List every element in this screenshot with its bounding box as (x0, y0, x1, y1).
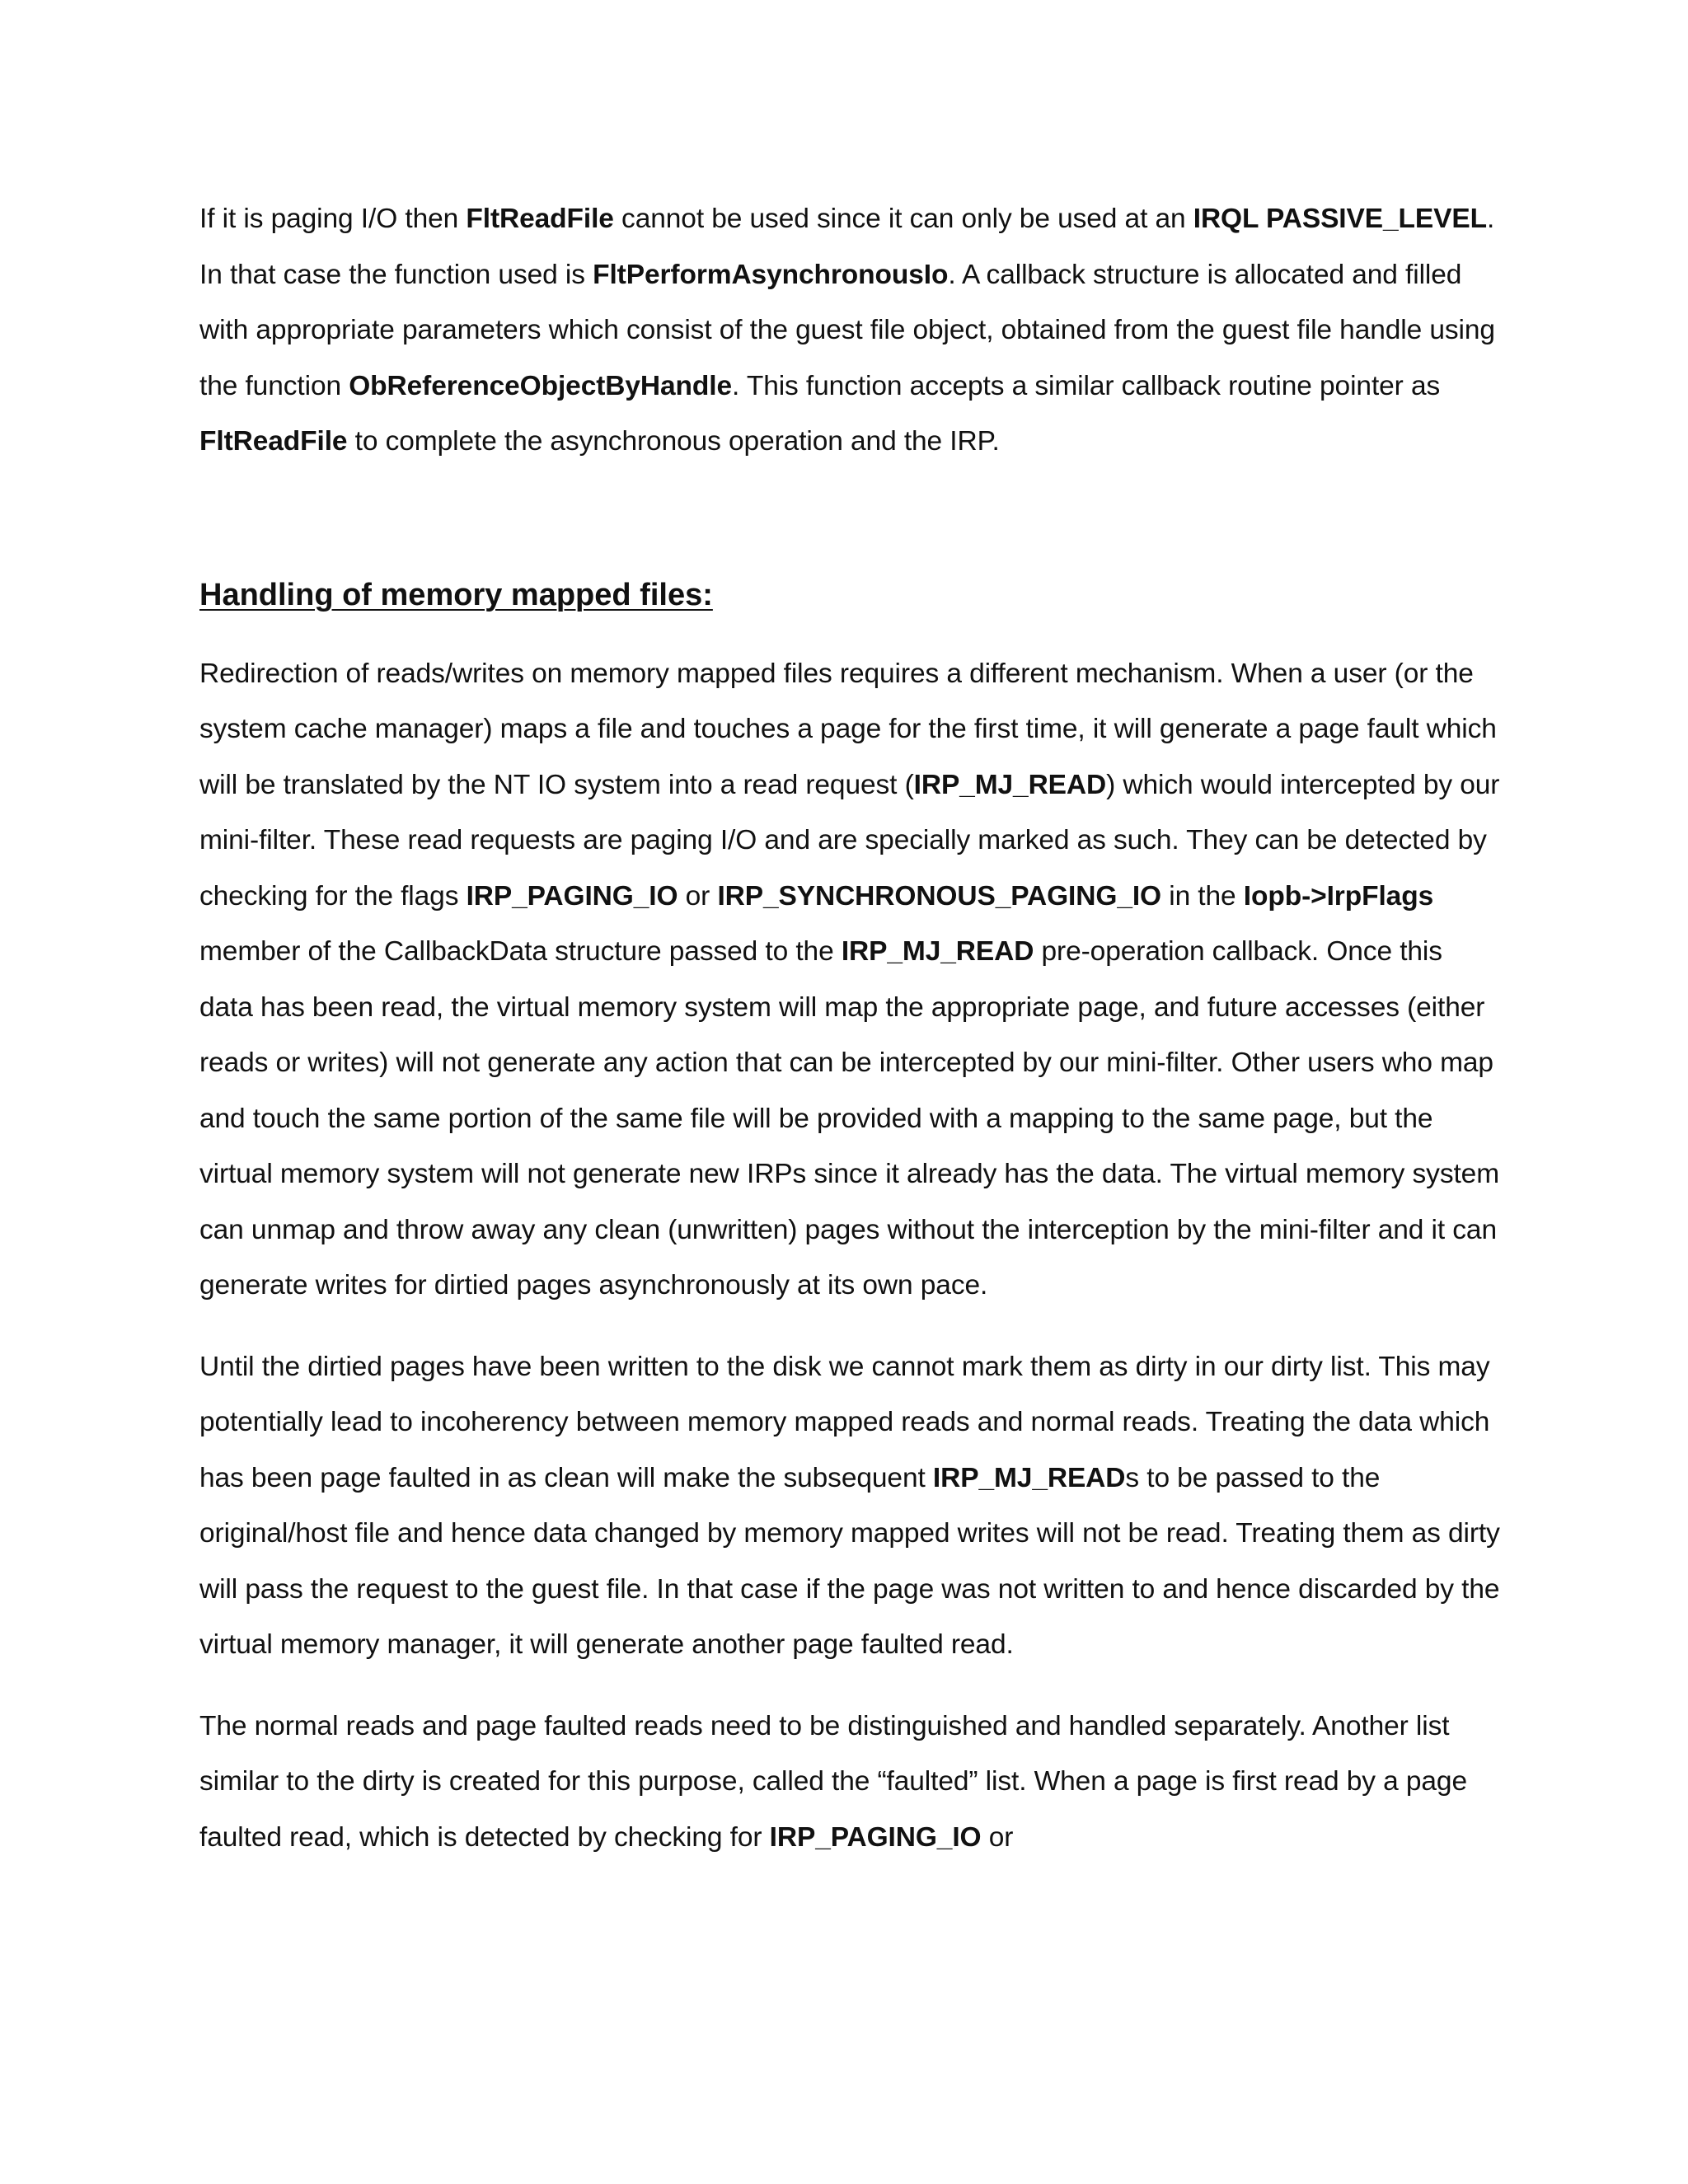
document-page (199, 191, 1502, 1865)
bold-term: IRP_MJ_READ (841, 936, 1034, 967)
text-run: to complete the asynchronous operation and the IRP. (347, 426, 1000, 457)
text-run: ) which would intercepted by our mini-filter. These read requests are paging I/O and are specially marked as such. They can be detected by checking for the flags (199, 769, 1500, 912)
section-heading: Handling of memory mapped files: (199, 577, 713, 612)
bold-term: IRP_PAGING_IO (769, 1821, 982, 1853)
text-run: cannot be used since it can only be used at an (613, 204, 1193, 234)
paragraph-paging-io (199, 191, 1502, 470)
text-run: . This function accepts a similar callback routine pointer as (732, 370, 1441, 401)
bold-term: FltReadFile (466, 204, 614, 234)
text-run: If it is paging I/O then (199, 204, 467, 234)
bold-term: IRP_PAGING_IO (466, 880, 678, 912)
text-run: s to be passed to the original/host file and hence data changed by memory mapped writes will not be read. Treating them as dirty will pass the request to the guest file. In that case if the page was not written to and hence discarded by the virtual memory manager, it will generate another page faulted read. (199, 1462, 1500, 1660)
paragraph-dirty-pages (199, 1339, 1502, 1673)
text-run: . A callback structure is allocated and filled with appropriate parameters which consist of the guest file object, obtained from the guest file handle using the function (199, 259, 1495, 401)
bold-term: IRQL PASSIVE_LEVEL (1193, 204, 1487, 234)
bold-term: IRP_SYNCHRONOUS_PAGING_IO (717, 880, 1162, 912)
paragraph-memory-mapped-redirection (199, 646, 1502, 1314)
bold-term: FltReadFile (199, 426, 348, 457)
bold-term: FltPerformAsynchronousIo (593, 259, 949, 290)
bold-term: Iopb->IrpFlags (1243, 880, 1434, 912)
paragraph-faulted-list (199, 1699, 1502, 1866)
text-run: or (981, 1821, 1014, 1853)
text-run: pre-operation callback. Once this data has been read, the virtual memory system will map the appropriate page, and future accesses (either reads or writes) will not generate any action that can be intercepted by our mini-filter. Other users who map and touch the same portion of the same file will be provided with a mapping to the same page, but the virtual memory system will not generate new IRPs since it already has the data. The virtual memory system can unmap and throw away any clean (unwritten) pages without the interception by the mini-filter and it can generate writes for dirtied pages asynchronously at its own pace. (199, 936, 1500, 1301)
text-run: in the (1161, 880, 1244, 912)
text-run: The normal reads and page faulted reads need to be distinguished and handled separately. Another list similar to the dirty is created for this purpose, called the “faulted” list. When a page is first read by a page faulted read, which is detected by checking for (199, 1710, 1467, 1853)
text-run: Until the dirtied pages have been written to the disk we cannot mark them as dirty in our dirty list. This may potentially lead to incoherency between memory mapped reads and normal reads. Treating the data which has been page faulted in as clean will make the subsequent (199, 1351, 1490, 1493)
bold-term: IRP_MJ_READ (932, 1462, 1126, 1493)
text-run: . In that case the function used is (199, 204, 1495, 290)
bold-term: ObReferenceObjectByHandle (349, 370, 733, 401)
text-run: or (678, 880, 718, 912)
text-run: member of the CallbackData structure passed to the (199, 936, 842, 967)
text-run: Redirection of reads/writes on memory mapped files requires a different mechanism. When a user (or the system cache manager) maps a file and touches a page for the first time, it will generate a page fault which will be translated by the NT IO system into a read request ( (199, 658, 1497, 800)
bold-term: IRP_MJ_READ (913, 769, 1107, 800)
